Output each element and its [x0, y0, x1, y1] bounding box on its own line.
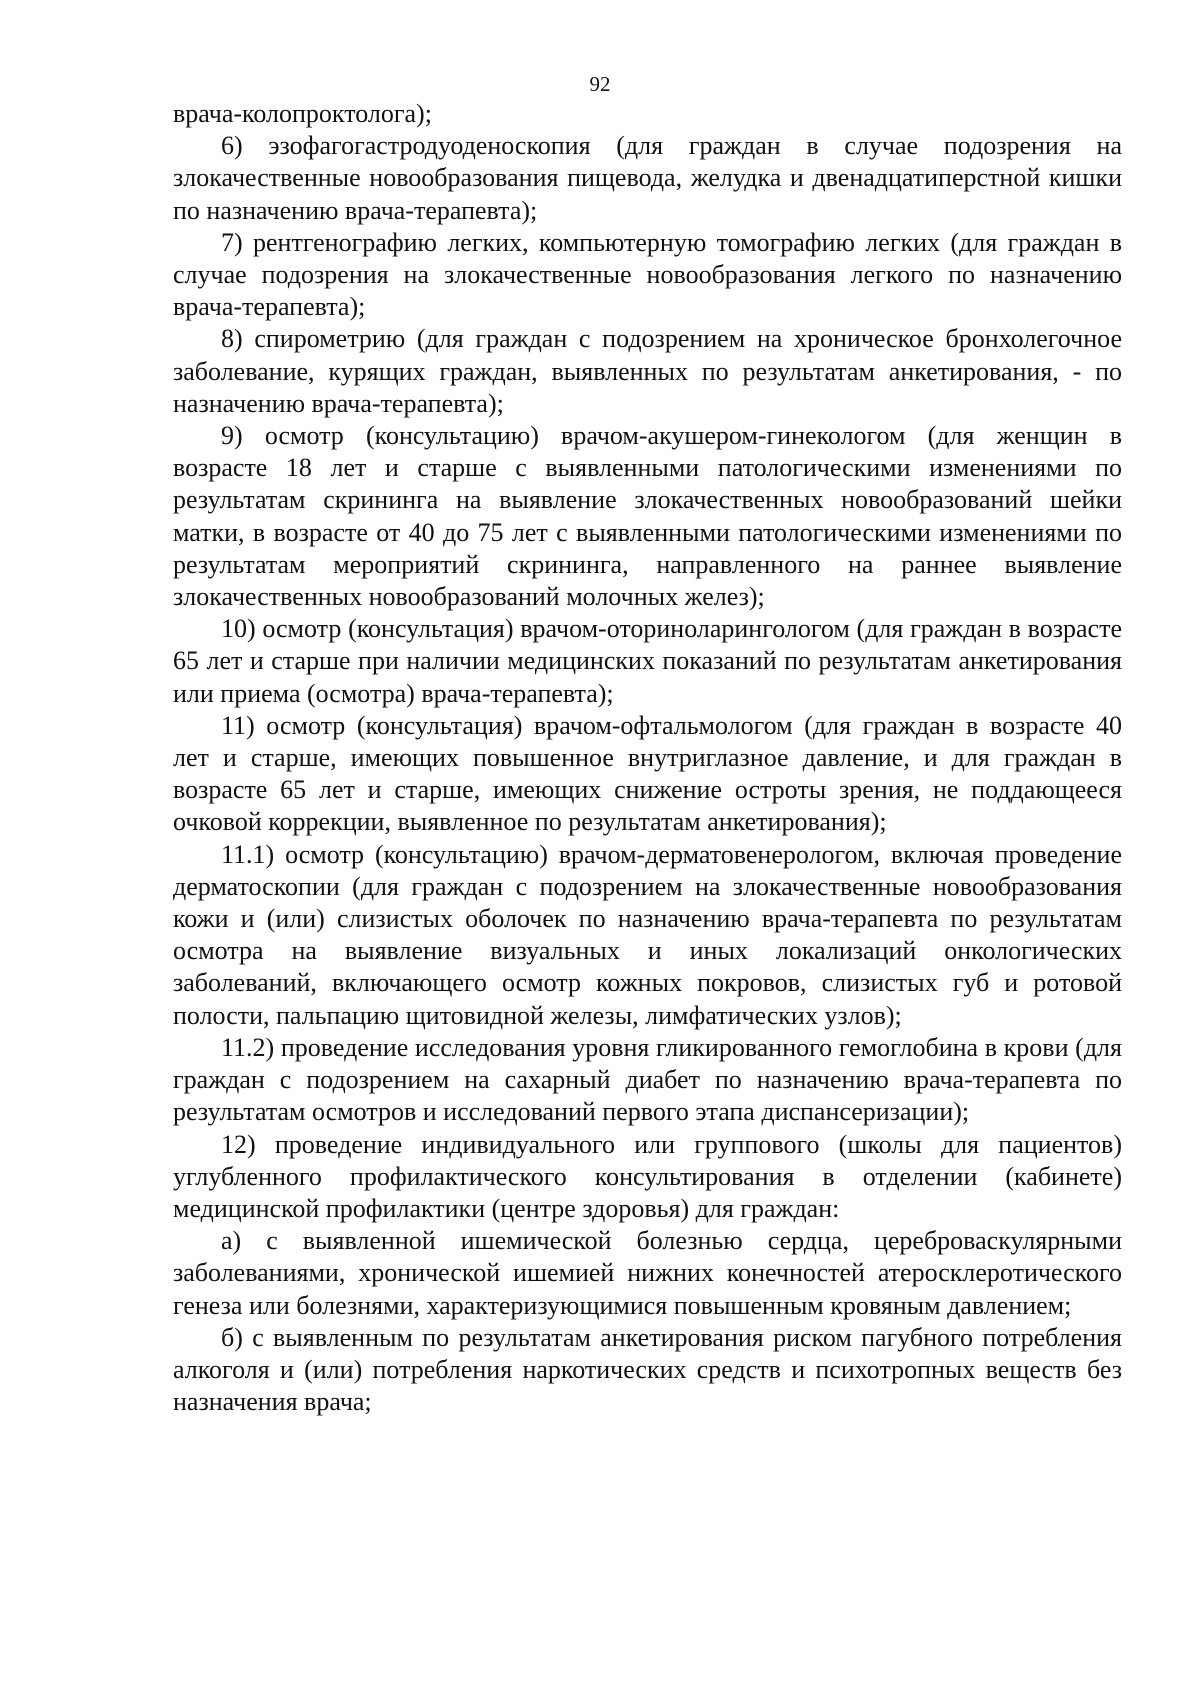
- page-number: 92: [589, 72, 611, 96]
- paragraph-item-12: 12) проведение индивидуального или группового (школы для пациентов) углубленного профилактического консультирования в отделении (кабинете) медицинской профилактики (центре здоровья) для граждан:: [173, 1129, 1122, 1223]
- paragraph-continuation: врача-колопроктолога);: [173, 99, 432, 128]
- paragraph-item-11-1: 11.1) осмотр (консультацию) врачом-дерматовенерологом, включая проведение дерматоскопии (для граждан с подозрением на злокачественные новообразования кожи и (или) слизистых оболочек по назначению врача-терапевта по результатам осмотра на выявление визуальных и иных локализаций онкологических заболеваний, включающего осмотр кожных покровов, слизистых губ и ротовой полости, пальпацию щитовидной железы, лимфатических узлов);: [173, 839, 1122, 1030]
- document-body: [173, 98, 1122, 1418]
- paragraph-item-9: 9) осмотр (консультацию) врачом-акушером-гинекологом (для женщин в возрасте 18 лет и старше с выявленными патологическими изменениями по результатам скрининга на выявление злокачественных новообразований шейки матки, в возрасте от 40 до 75 лет с выявленными патологическими изменениями по результатам мероприятий скрининга, направленного на раннее выявление злокачественных новообразований молочных желез);: [173, 421, 1122, 612]
- paragraph-item-7: 7) рентгенографию легких, компьютерную томографию легких (для граждан в случае подозрения на злокачественные новообразования легкого по назначению врача-терапевта);: [173, 227, 1122, 322]
- paragraph-item-11-2: 11.2) проведение исследования уровня гликированного гемоглобина в крови (для граждан с подозрением на сахарный диабет по назначению врача-терапевта по результатам осмотров и исследований первого этапа диспансеризации);: [173, 1032, 1122, 1127]
- paragraph-subitem-a: а) с выявленной ишемической болезнью сердца, цереброваскулярными заболеваниями, хронической ишемией нижних конечностей атеросклеротического генеза или болезнями, характеризующимися повышенным кровяным давлением;: [173, 1226, 1122, 1320]
- paragraph-item-8: 8) спирометрию (для граждан с подозрением на хроническое бронхолегочное заболевание, курящих граждан, выявленных по результатам анкетирования, - по назначению врача-терапевта);: [173, 324, 1122, 418]
- paragraph-item-11: 11) осмотр (консультация) врачом-офтальмологом (для граждан в возрасте 40 лет и старше, имеющих повышенное внутриглазное давление, и для граждан в возрасте 65 лет и старше, имеющих снижение остроты зрения, не поддающееся очковой коррекции, выявленное по результатам анкетирования);: [173, 710, 1122, 837]
- paragraph-item-6: 6) эзофагогастродуоденоскопия (для граждан в случае подозрения на злокачественные новообразования пищевода, желудка и двенадцатиперстной кишки по назначению врача-терапевта);: [173, 131, 1122, 225]
- paragraph-item-10: 10) осмотр (консультация) врачом-оториноларингологом (для граждан в возрасте 65 лет и старше при наличии медицинских показаний по результатам анкетирования или приема (осмотра) врача-терапевта);: [173, 614, 1122, 708]
- paragraph-subitem-b: б) с выявленным по результатам анкетирования риском пагубного потребления алкоголя и (или) потребления наркотических средств и психотропных веществ без назначения врача;: [173, 1322, 1122, 1417]
